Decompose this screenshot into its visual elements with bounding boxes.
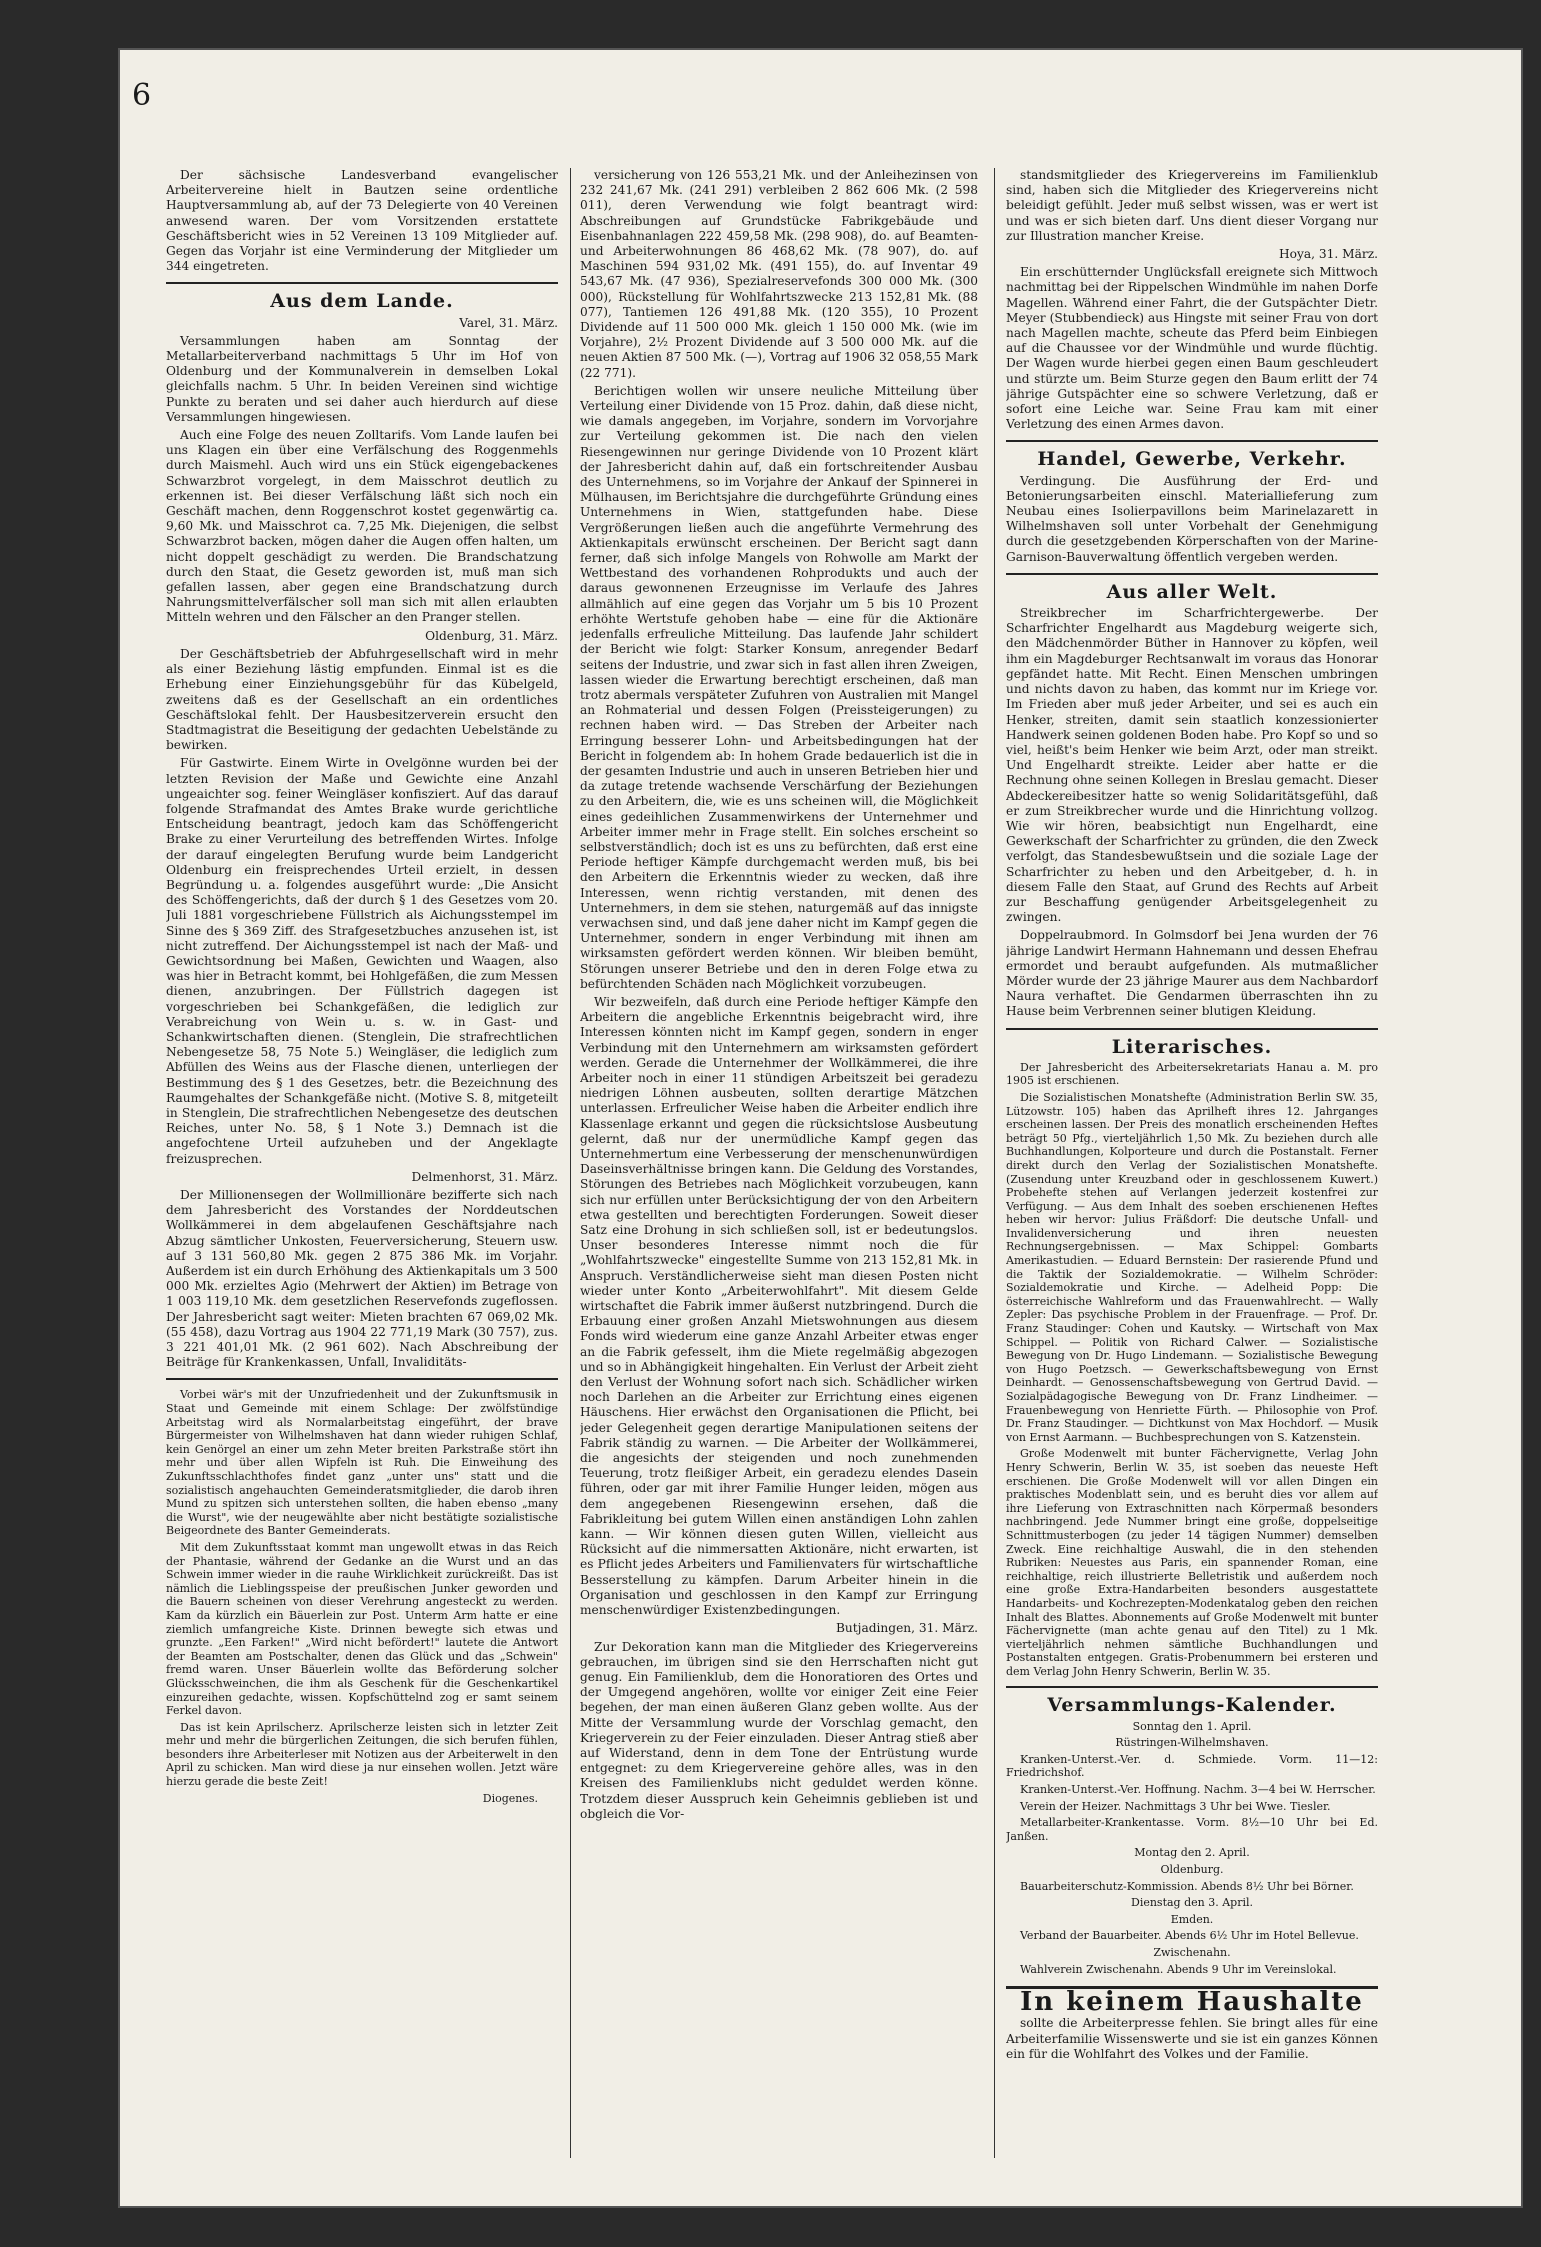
- article-paragraph: Streikbrecher im Scharfrichtergewerbe. Der Scharfrichter Engelhardt aus Magdeburg weigerte sich, den Mädchenmörder Büther in Hannover zu köpfen, weil ihm ein Magdeburger Rechtsanwalt im voraus das Honorar gepfändet hatte. Mit Recht. Einen Menschen umbringen und nichts davon zu haben, das kommt nur im Kriege vor. Im Frieden aber muß jeder Arbeiter, und sei es auch ein Henker, streiten, damit sein staatlich konzessionierter Handwerk seinen goldenen Boden habe. Pro Kopf so und so viel, heißt's beim Henker wie beim Arzt, oder man streikt. Und Engelhardt streikte. Leider aber hatte er die Rechnung ohne seinen Kollegen in Breslau gemacht. Dieser Abdeckereibesitzer hatte so wenig Solidaritätsgefühl, daß er zum Streikbrecher wurde und die Hinrichtung vollzog. Wie wir hören, beabsichtigt nun Engelhardt, eine Gewerkschaft der Scharfrichter zu gründen, die den Zweck verfolgt, das Standesbewußtsein und die soziale Lage der Scharfrichter zu heben und den Arbeitgeber, d. h. in diesem Falle den Staat, auf Grund des Rechts auf Arbeit zur Beschaffung genügender Arbeitsgelegenheit zu zwingen.: [1006, 606, 1378, 925]
- author-signature: Diogenes.: [482, 1791, 538, 1805]
- divider: [1006, 573, 1378, 575]
- article-paragraph: Mit dem Zukunftsstaat kommt man ungewollt etwas in das Reich der Phantasie, während der Gedanke an die Wurst und an das Schwein immer wieder in die rauhe Wirklichkeit zurückreißt. Das ist nämlich die Lieblingsspeise der preußischen Junker geworden und die Bauern scheinen von dieser Verehrung angesteckt zu werden. Kam da kürzlich ein Bäuerlein zur Post. Unterm Arm hatte er eine ziemlich umfangreiche Kiste. Drinnen bewegte sich etwas und grunzte. „Een Farken!" „Wird nicht befördert!" lautete die Antwort der Beamten am Postschalter, denen das Glück und das „Schwein" fremd waren. Unser Bäuerlein wollte das Beförderung solcher Glücksschweinchen, die ihm als Geschenk für die Geschenkartikel einzureihen gedachte, wissen. Kopfschüttelnd zog er samt seinem Ferkel davon.: [166, 1540, 558, 1718]
- dateline: Varel, 31. März.: [459, 315, 558, 330]
- article-paragraph: Der Geschäftsbetrieb der Abfuhrgesellschaft wird in mehr als einer Beziehung lästig empfunden. Einmal ist es die Erhebung einer Einziehungsgebühr für das Kübelgeld, zweitens daß es der Gesellschaft an ein ordentliches Geschäftslokal fehlt. Der Hausbesitzerverein ersucht den Stadtmagistrat die Beseitigung der gedachten Uebelstände zu bewirken.: [166, 646, 558, 753]
- section-heading: Literarisches.: [1111, 1035, 1273, 1058]
- calendar-date: Montag den 2. April.: [1134, 1846, 1250, 1860]
- column-divider: [570, 168, 571, 2158]
- column-divider: [994, 168, 995, 2158]
- column-3: [1006, 168, 1378, 2168]
- advertisement-title: In keinem Haushalte: [1006, 1986, 1378, 2010]
- article-paragraph: standsmitglieder des Kriegervereins im Familienklub sind, haben sich die Mitglieder des Kriegervereins nicht beleidigt gefühlt. Jeder muß selbst wissen, was er wert ist und was er sich bieten darf. Uns dient dieser Vorgang nur zur Illustration mancher Kreise.: [1006, 168, 1378, 243]
- article-paragraph: Für Gastwirte. Einem Wirte in Ovelgönne wurden bei der letzten Revision der Maße und Gewichte eine Anzahl ungeaichter sog. feiner Weingläser konfisziert. Auf das darauf folgende Strafmandat des Amtes Brake wurde gerichtliche Entscheidung beantragt, jedoch kam das Schöffengericht Brake zu einer Verurteilung des betreffenden Wirtes. Infolge der darauf eingelegten Berufung wurde beim Landgericht Oldenburg ein freisprechendes Urteil erzielt, in dessen Begründung u. a. folgendes ausgeführt wurde: „Die Ansicht des Schöffengerichts, daß der durch § 1 des Gesetzes vom 20. Juli 1881 vorgeschriebene Füllstrich als Aichungsstempel im Sinne des § 369 Ziff. des Strafgesetzbuches anzusehen ist, ist nicht zutreffend. Der Aichungsstempel ist nach der Maß- und Gewichtsordnung bei Maßen, Gewichten und Waagen, also was hier in Betracht kommt, bei Hohlgefäßen, die zum Messen dienen, anzubringen. Der Füllstrich dagegen ist vorgeschrieben bei Schankgefäßen, die lediglich zur Verabreichung von Wein u. s. w. in Gast- und Schankwirtschaften dienen. (Stenglein, Die strafrechtlichen Nebengesetze 58, 75 Note 5.) Weingläser, die lediglich zum Abfüllen des Weins aus der Flasche dienen, unterliegen der Bestimmung des § 1 des Gesetzes, betr. die Bezeichnung des Raumgehaltes der Schankgefäße nicht. (Motive S. 8, mitgeteilt in Stenglein, Die strafrechtlichen Nebengesetze des deutschen Reiches, unter No. 58, § 1 Note 3.) Demnach ist die angefochtene Urteil aufzuheben und der Angeklagte freizusprechen.: [166, 756, 558, 1166]
- calendar-date: Sonntag den 1. April.: [1132, 1719, 1252, 1733]
- article-paragraph: Das ist kein Aprilscherz. Aprilscherze leisten sich in letzter Zeit mehr und mehr die bürgerlichen Zeitungen, die sich berufen fühlen, besonders ihre Arbeiterleser mit Notizen aus der Arbeiterwelt in den April zu schicken. Man wird diese ja nur einsehen wollen. Jetzt wäre hierzu gerade die beste Zeit!: [166, 1720, 558, 1789]
- calendar-entry: Verband der Bauarbeiter. Abends 6½ Uhr im Hotel Bellevue.: [1020, 1929, 1359, 1943]
- page-number: 6: [132, 78, 152, 113]
- article-paragraph: Versammlungen haben am Sonntag der Metallarbeiterverband nachmittags 5 Uhr im Hof von Oldenburg und der Kommunalverein in demselben Lokal gleichfalls nachm. 5 Uhr. In beiden Vereinen sind wichtige Punkte zu beraten und sei daher auch hierdurch auf diese Versammlungen hingewiesen.: [166, 333, 558, 424]
- divider: [1006, 440, 1378, 442]
- calendar-entry: Metallarbeiter-Krankentasse. Vorm. 8½—10 Uhr bei Ed. Janßen.: [1006, 1816, 1378, 1843]
- article-paragraph: versicherung von 126 553,21 Mk. und der Anleihezinsen von 232 241,67 Mk. (241 291) verbleiben 2 862 606 Mk. (2 598 011), deren Verwendung wie folgt beantragt wird: Abschreibungen auf Grundstücke Fabrikgebäude und Eisenbahnanlagen 222 459,58 Mk. (298 908), do. auf Beamten- und Arbeiterwohnungen 86 468,62 Mk. (78 907), do. auf Maschinen 594 931,02 Mk. (491 155), do. auf Inventar 49 543,67 Mk. (47 936), Spezialreservefonds 300 000 Mk. (300 000), Rückstellung für Wohlfahrtszwecke 213 152,81 Mk. (88 077), Tantiemen 126 491,88 Mk. (120 355), 10 Prozent Dividende auf 11 500 000 Mk. gleich 1 150 000 Mk. (wie im Vorjahre), 2½ Prozent Dividende auf 3 500 000 Mk. auf die neuen Aktien 87 500 Mk. (—), Vortrag auf 1906 32 058,55 Mark (22 771).: [580, 168, 978, 380]
- article-paragraph: Ein erschütternder Unglücksfall ereignete sich Mittwoch nachmittag bei der Rippelschen Windmühle im nahen Dorfe Magellen. Während einer Fahrt, die der Gutspächter Dietr. Meyer (Stubbendieck) aus Hingste mit seiner Frau von dort nach Magellen machte, scheute das Pferd beim Einbiegen auf die Chaussee vor der Windmühle und wurde flüchtig. Der Wagen wurde hierbei gegen einen Baum geschleudert und stürzte um. Beim Sturze gegen den Baum erlitt der 74 jährige Gutspächter eine so schwere Verletzung, daß er sofort eine Leiche war. Seine Frau kam mit einer Verletzung des einen Armes davon.: [1006, 265, 1378, 432]
- calendar-entry: Kranken-Unterst.-Ver. Hoffnung. Nachm. 3—4 bei W. Herrscher.: [1020, 1783, 1376, 1797]
- section-heading: Versammlungs-Kalender.: [1047, 1694, 1337, 1717]
- calendar-place: Rüstringen-Wilhelmshaven.: [1115, 1736, 1269, 1750]
- article-paragraph: Auch eine Folge des neuen Zolltarifs. Vom Lande laufen bei uns Klagen ein über eine Verfälschung des Roggenmehls durch Maismehl. Auch wird uns ein Stück eigengebackenes Schwarzbrot vorgelegt, in dem Maisschrot deutlich zu erkennen ist. Bei dieser Verfälschung läßt sich noch ein Geschäft machen, denn Roggenschrot kostet gegenwärtig ca. 9,60 Mk. und Maisschrot ca. 7,25 Mk. Diejenigen, die selbst Schwarzbrot backen, mögen daher die Augen offen halten, um nicht doppelt geschädigt zu werden. Die Brandschatzung durch den Staat, die Gesetz geworden ist, muß man sich gefallen lassen, aber gegen eine Brandschatzung durch Nahrungsmittelverfälscher soll man sich mit allen erlaubten Mitteln wehren und den Fälscher an den Pranger stellen.: [166, 428, 558, 625]
- column-2: [580, 168, 978, 2168]
- dateline: Delmenhorst, 31. März.: [411, 1169, 558, 1184]
- calendar-entry: Wahlverein Zwischenahn. Abends 9 Uhr im Vereinslokal.: [1020, 1962, 1337, 1976]
- calendar-entry: Verein der Heizer. Nachmittags 3 Uhr bei Wwe. Tiesler.: [1020, 1799, 1331, 1813]
- calendar-entry: Bauarbeiterschutz-Kommission. Abends 8½ Uhr bei Börner.: [1020, 1879, 1354, 1893]
- divider: [1006, 1686, 1378, 1688]
- dateline: Hoya, 31. März.: [1279, 247, 1378, 262]
- article-paragraph: Die Sozialistischen Monatshefte (Administration Berlin SW. 35, Lützowstr. 105) haben das Aprilheft ihres 12. Jahrganges erscheinen lassen. Der Preis des monatlich erscheinenden Heftes beträgt 50 Pfg., vierteljährlich 1,50 Mk. Zu beziehen durch alle Buchhandlungen, Kolporteure und durch die Postanstalt. Ferner direkt durch den Verlag der Sozialistischen Monatshefte. (Zusendung unter Kreuzband oder in geschlossenem Kuwert.) Probehefte stehen auf Verlangen jederzeit kostenfrei zur Verfügung. — Aus dem Inhalt des soeben erschienenen Heftes heben wir hervor: Julius Fräßdorf: Die deutsche Unfall- und Invalidenversicherung und ihren neuesten Rechnungsergebnissen. — Max Schippel: Gombarts Amerikastudien. — Eduard Bernstein: Der rasierende Pfund und die Taktik der Sozialdemokratie. — Wilhelm Schröder: Sozialdemokratie und Kirche. — Adelheid Popp: Die österreichische Wahlreform und das Frauenwahlrecht. — Wally Zepler: Das psychische Problem in der Frauenfrage. — Prof. Dr. Franz Staudinger: Cohen und Kautsky. — Wirtschaft von Max Schippel. — Politik von Richard Calwer. — Sozialistische Bewegung von Dr. Hugo Lindemann. — Sozialistische Bewegung von Hugo Poetzsch. — Gewerkschaftsbewegung von Ernst Deinhardt. — Genossenschaftsbewegung von Gertrud David. — Sozialpädagogische Bewegung von Dr. Franz Lindheimer. — Frauenbewegung von Henriette Fürth. — Philosophie von Prof. Dr. Franz Staudinger. — Dichtkunst von Max Hochdorf. — Musik von Ernst Aarmann. — Buchbesprechungen von S. Katzenstein.: [1006, 1090, 1378, 1444]
- divider: [166, 282, 558, 284]
- section-heading: Aus dem Lande.: [270, 290, 454, 313]
- article-paragraph: Wir bezweifeln, daß durch eine Periode heftiger Kämpfe den Arbeitern die angebliche Erkenntnis beigebracht wird, ihre Interessen könnten nicht im Kampf gegen, sondern in enger Verbindung mit den Unternehmern am wirksamsten gefördert werden. Gerade die Unternehmer der Wollkämmerei, die ihre Arbeiter noch in einer 11 stündigen Arbeitszeit bei geradezu niedrigen Löhnen ausbeuten, sollten derartige Mätzchen unterlassen. Erfreulicher Weise haben die Arbeiter endlich ihre Klassenlage erkannt und gegen die rücksichtslose Ausbeutung gelernt, daß nur der unermüdliche Kampf gegen das Unternehmertum eine Verbesserung der menschenunwürdigen Daseinsverhältnisse bringen kann. Die Geldung des Vorstandes, Störungen des Betriebes nach Möglichkeit vorzubeugen, kann sich nur erfüllen unter Berücksichtigung der von den Arbeitern etwa gestellten und berechtigten Forderungen. Soweit dieser Satz eine Drohung in sich schließen soll, ist er bedeutungslos. Unser besonderes Interesse nimmt noch die für „Wohlfahrtszwecke" eingestellte Summe von 213 152,81 Mk. in Anspruch. Verständlicherweise sieht man diesen Posten nicht wieder unter Konto „Arbeiterwohlfahrt". Mit diesem Gelde wirtschaftet die Fabrik immer äußerst nutzbringend. Durch die Erbauung einer großen Anzahl Mietswohnungen aus diesem Fonds wird wiederum eine ganze Anzahl Arbeiter etwas enger an die Fabrik gefesselt, ihm die Miete regelmäßig abgezogen und so in Abhängigkeit hingehalten. Ein Verlust der Arbeit zieht den Verlust der Wohnung sofort nach sich. Schädlicher wirken noch Darlehen an die Arbeiter zur Errichtung eines eigenen Häuschens. Hier erwächst den Organisationen die Pflicht, bei jeder Gelegenheit gegen derartige Manipulationen seitens der Fabrik ständig zu warnen. — Die Arbeiter der Wollkämmerei, die angesichts der steigenden und noch zunehmenden Teuerung, trotz fleißiger Arbeit, ein geradezu elendes Dasein führen, oder gar mit ihrer Familie Hunger leiden, mögen aus dem angegebenen Riesengewinn ersehen, daß die Fabrikleitung bei gutem Willen einen anständigen Lohn zahlen kann. — Wir können diesen guten Willen, vielleicht aus Rücksicht auf die nimmersatten Aktionäre, nicht erwarten, ist es Pflicht jedes Arbeiters und Familienvaters für wirtschaftliche Besserstellung zu kämpfen. Darum Arbeiter hinein in die Organisation und geschlossen in den Kampf zur Erringung menschenwürdiger Existenzbedingungen.: [580, 994, 978, 1618]
- dateline: Butjadingen, 31. März.: [835, 1621, 978, 1636]
- article-paragraph: Berichtigen wollen wir unsere neuliche Mitteilung über Verteilung einer Dividende von 15 Proz. dahin, daß diese nicht, wie damals angegeben, im Vorjahre, sondern im Vorvorjahre zur Verteilung gekommen ist. Die nach den vielen Riesengewinnen nur geringe Dividende von 10 Prozent klärt der Jahresbericht dahin auf, daß ein fortschreitender Ausbau des Unternehmens, so im Vorjahre der Ankauf der Spinnerei in Mülhausen, im Berichtsjahre die durchgeführte Gründung eines Unternehmens in Wien, stattgefunden habe. Diese Vergrößerungen ließen auch die angeführte Vermehrung des Aktienkapitals erwünscht erscheinen. Der Bericht sagt dann ferner, daß sich infolge Mangels von Rohwolle am Markt der Wettbestand des vorhandenen Rohprodukts und auch der daraus gewonnenen Erzeugnisse im Verlaufe des Jahres allmählich auf eine gegen das Vorjahr um 5 bis 10 Prozent erhöhte Wertstufe gehoben habe — eine für die Aktionäre jedenfalls erfreuliche Mitteilung. Das laufende Jahr schildert der Bericht wie folgt: Starker Konsum, anregender Bedarf seitens der Industrie, und zwar sich in fast allen ihren Zweigen, lassen wieder die Erwartung berechtigt erscheinen, daß man trotz abermals verspäteter Zufuhren von Australien mit Mangel an Rohmaterial und dessen Folgen (Preissteigerungen) zu rechnen haben wird. — Das Streben der Arbeiter nach Erringung besserer Lohn- und Arbeitsbedingungen hat der Bericht in folgendem ab: In hohem Grade bedauerlich ist die in der gesamten Industrie und auch in unseren Betrieben hier und da zutage tretende wachsende Verschärfung der Beziehungen zu den Arbeitern, die, wie es uns scheinen will, die Möglichkeit eines gedeihlichen Zusammenwirkens der Unternehmer und Arbeiter immer mehr in Frage stellt. Ein solches erscheint so selbstverständlich; doch ist es uns zu befürchten, daß erst eine Periode heftiger Kämpfe durchgemacht werden muß, bis bei den Arbeitern die Erkenntnis wieder zu wecken, daß ihre Interessen, wenn richtig verstanden, mit denen des Unternehmers, in dem sie stehen, naturgemäß auf das innigste verwachsen sind, und daß jene daher nicht im Kampf gegen die Unternehmer, sondern in enger Verbindung mit ihnen am wirksamsten gefördert werden können. Wir bleiben bemüht, Störungen unserer Betriebe und den in deren Folge etwa zu befürchtenden Schäden nach Möglichkeit vorzubeugen.: [580, 383, 978, 991]
- column-1: [166, 168, 558, 2168]
- calendar-entry: Kranken-Unterst.-Ver. d. Schmiede. Vorm. 11—12: Friedrichshof.: [1006, 1752, 1378, 1780]
- section-heading: Handel, Gewerbe, Verkehr.: [1037, 448, 1347, 471]
- newspaper-page: [118, 48, 1523, 2208]
- advertisement-text: sollte die Arbeiterpresse fehlen. Sie bringt alles für eine Arbeiterfamilie Wissenswerte und sie ist ein ganzes Können ein für die Wohlfahrt des Volkes und der Familie.: [1006, 2016, 1378, 2061]
- calendar-place: Zwischenahn.: [1153, 1946, 1231, 1959]
- article-paragraph: Der sächsische Landesverband evangelischer Arbeitervereine hielt in Bautzen seine ordentliche Hauptversammlung ab, auf der 73 Delegierte von 40 Vereinen anwesend waren. Der vom Vorsitzenden erstattete Geschäftsbericht wies in 52 Vereinen 13 109 Mitglieder auf. Gegen das Vorjahr ist eine Verminderung der Mitglieder um 344 eingetreten.: [166, 168, 558, 274]
- calendar-place: Oldenburg.: [1160, 1863, 1224, 1877]
- section-heading: Aus aller Welt.: [1106, 580, 1278, 603]
- article-paragraph: Vorbei wär's mit der Unzufriedenheit und der Zukunftsmusik in Staat und Gemeinde mit einem Schlage: Der zwölfstündige Arbeitstag wird als Normalarbeitstag eingeführt, der brave Bürgermeister von Wilhelmshaven hat dann wieder ruhigen Schlaf, kein Genörgel an einer um zehn Meter breiten Parkstraße stört ihn mehr und über allen Wipfeln ist Ruh. Die Einweihung des Zukunftsschlachthofes findet ganz „unter uns" statt und die sozialistisch angehauchten Gemeinderatsmitglieder, die darob ihren Mund zu spitzen sich unterstehen sollten, die haben ebenso „many die Wurst", wie der neugewählte aber nicht bestätigte sozialistische Beigeordnete des Banter Gemeinderats.: [166, 1388, 558, 1538]
- divider: [1006, 1028, 1378, 1030]
- article-paragraph: Der Millionensegen der Wollmillionäre bezifferte sich nach dem Jahresbericht des Vorstandes der Norddeutschen Wollkämmerei in dem abgelaufenen Geschäftsjahre nach Abzug sämtlicher Unkosten, Feuerversicherung, Steuern usw. auf 3 131 560,80 Mk. gegen 2 875 386 Mk. im Vorjahr. Außerdem ist ein durch Erhöhung des Aktienkapitals um 3 500 000 Mk. erzieltes Agio (Mehrwert der Aktien) im Betrage von 1 003 119,10 Mk. dem gesetzlichen Reservefonds zugeflossen. Der Jahresbericht sagt weiter: Mieten brachten 67 069,02 Mk. (55 458), dazu Vortrag aus 1904 22 771,19 Mark (30 757), zus. 3 221 401,01 Mk. (2 961 602). Nach Abschreibung der Beiträge für Krankenkassen, Unfall, Invaliditäts-: [166, 1188, 558, 1370]
- divider: [166, 1378, 558, 1380]
- article-paragraph: Große Modenwelt mit bunter Fächervignette, Verlag John Henry Schwerin, Berlin W. 35, ist soeben das neueste Heft erschienen. Die Große Modenwelt will vor allen Dingen ein praktisches Modenblatt sein, und es beruht dies vor allem auf ihre Lieferung von Extraschnitten nach Körpermaß besonders nachbringend. Jede Nummer bringt eine große, doppelseitige Schnittmusterbogen (zu jeder 14 tägigen Nummer) demselben Zweck. Eine reichhaltige Auswahl, die in den stehenden Rubriken: Neuestes aus Paris, ein spannender Roman, eine reichhaltige, reich illustrierte Belletristik und außerdem noch eine große Extra-Handarbeiten besonders ausgestattete Handarbeits- und Kochrezepten-Modenkatalog geben den reichen Inhalt des Blattes. Abonnements auf Große Modenwelt mit bunter Fächervignette (man achte genau auf den Titel) zu 1 Mk. vierteljährlich nehmen sämtliche Buchhandlungen und Postanstalten entgegen. Gratis-Probenummern bei ersteren und dem Verlag John Henry Schwerin, Berlin W. 35.: [1006, 1447, 1378, 1678]
- article-paragraph: Verdingung. Die Ausführung der Erd- und Betonierungsarbeiten einschl. Materiallieferung zum Neubau eines Isolierpavillons beim Marinelazarett in Wilhelmshaven soll unter Vorbehalt der Genehmigung durch die gesetzgebenden Körperschaften von der Marine-Garnison-Bauverwaltung öffentlich vergeben werden.: [1006, 473, 1378, 564]
- calendar-date: Dienstag den 3. April.: [1131, 1896, 1253, 1910]
- calendar-place: Emden.: [1170, 1912, 1214, 1926]
- dateline: Oldenburg, 31. März.: [425, 628, 558, 643]
- article-paragraph: Der Jahresbericht des Arbeitersekretariats Hanau a. M. pro 1905 ist erschienen.: [1006, 1060, 1378, 1088]
- article-paragraph: Zur Dekoration kann man die Mitglieder des Kriegervereins gebrauchen, im übrigen sind sie den Herrschaften nicht gut genug. Ein Familienklub, dem die Honoratioren des Ortes und der Umgegend angehören, wollte vor einiger Zeit eine Feier begehen, der man einen äußeren Glanz geben wollte. Aus der Mitte der Versammlung wurde der Vorschlag gemacht, den Kriegerverein zu der Feier einzuladen. Dieser Antrag stieß aber auf Widerstand, denn in dem Tone der Entrüstung wurde entgegnet: zu dem Kriegervereine gehöre alles, was in den Kreisen des Familienklubs nicht geduldet werden könne. Trotzdem dieser Ausspruch kein Geheimnis geblieben ist und obgleich die Vor-: [580, 1639, 978, 1821]
- article-paragraph: Doppelraubmord. In Golmsdorf bei Jena wurden der 76 jährige Landwirt Hermann Hahnemann und dessen Ehefrau ermordet und beraubt aufgefunden. Als mutmaßlicher Mörder wurde der 23 jährige Maurer aus dem Nachbardorf Naura verhaftet. Die Gendarmen überraschten ihn zu Hause beim Verbrennen seiner blutigen Kleidung.: [1006, 928, 1378, 1019]
